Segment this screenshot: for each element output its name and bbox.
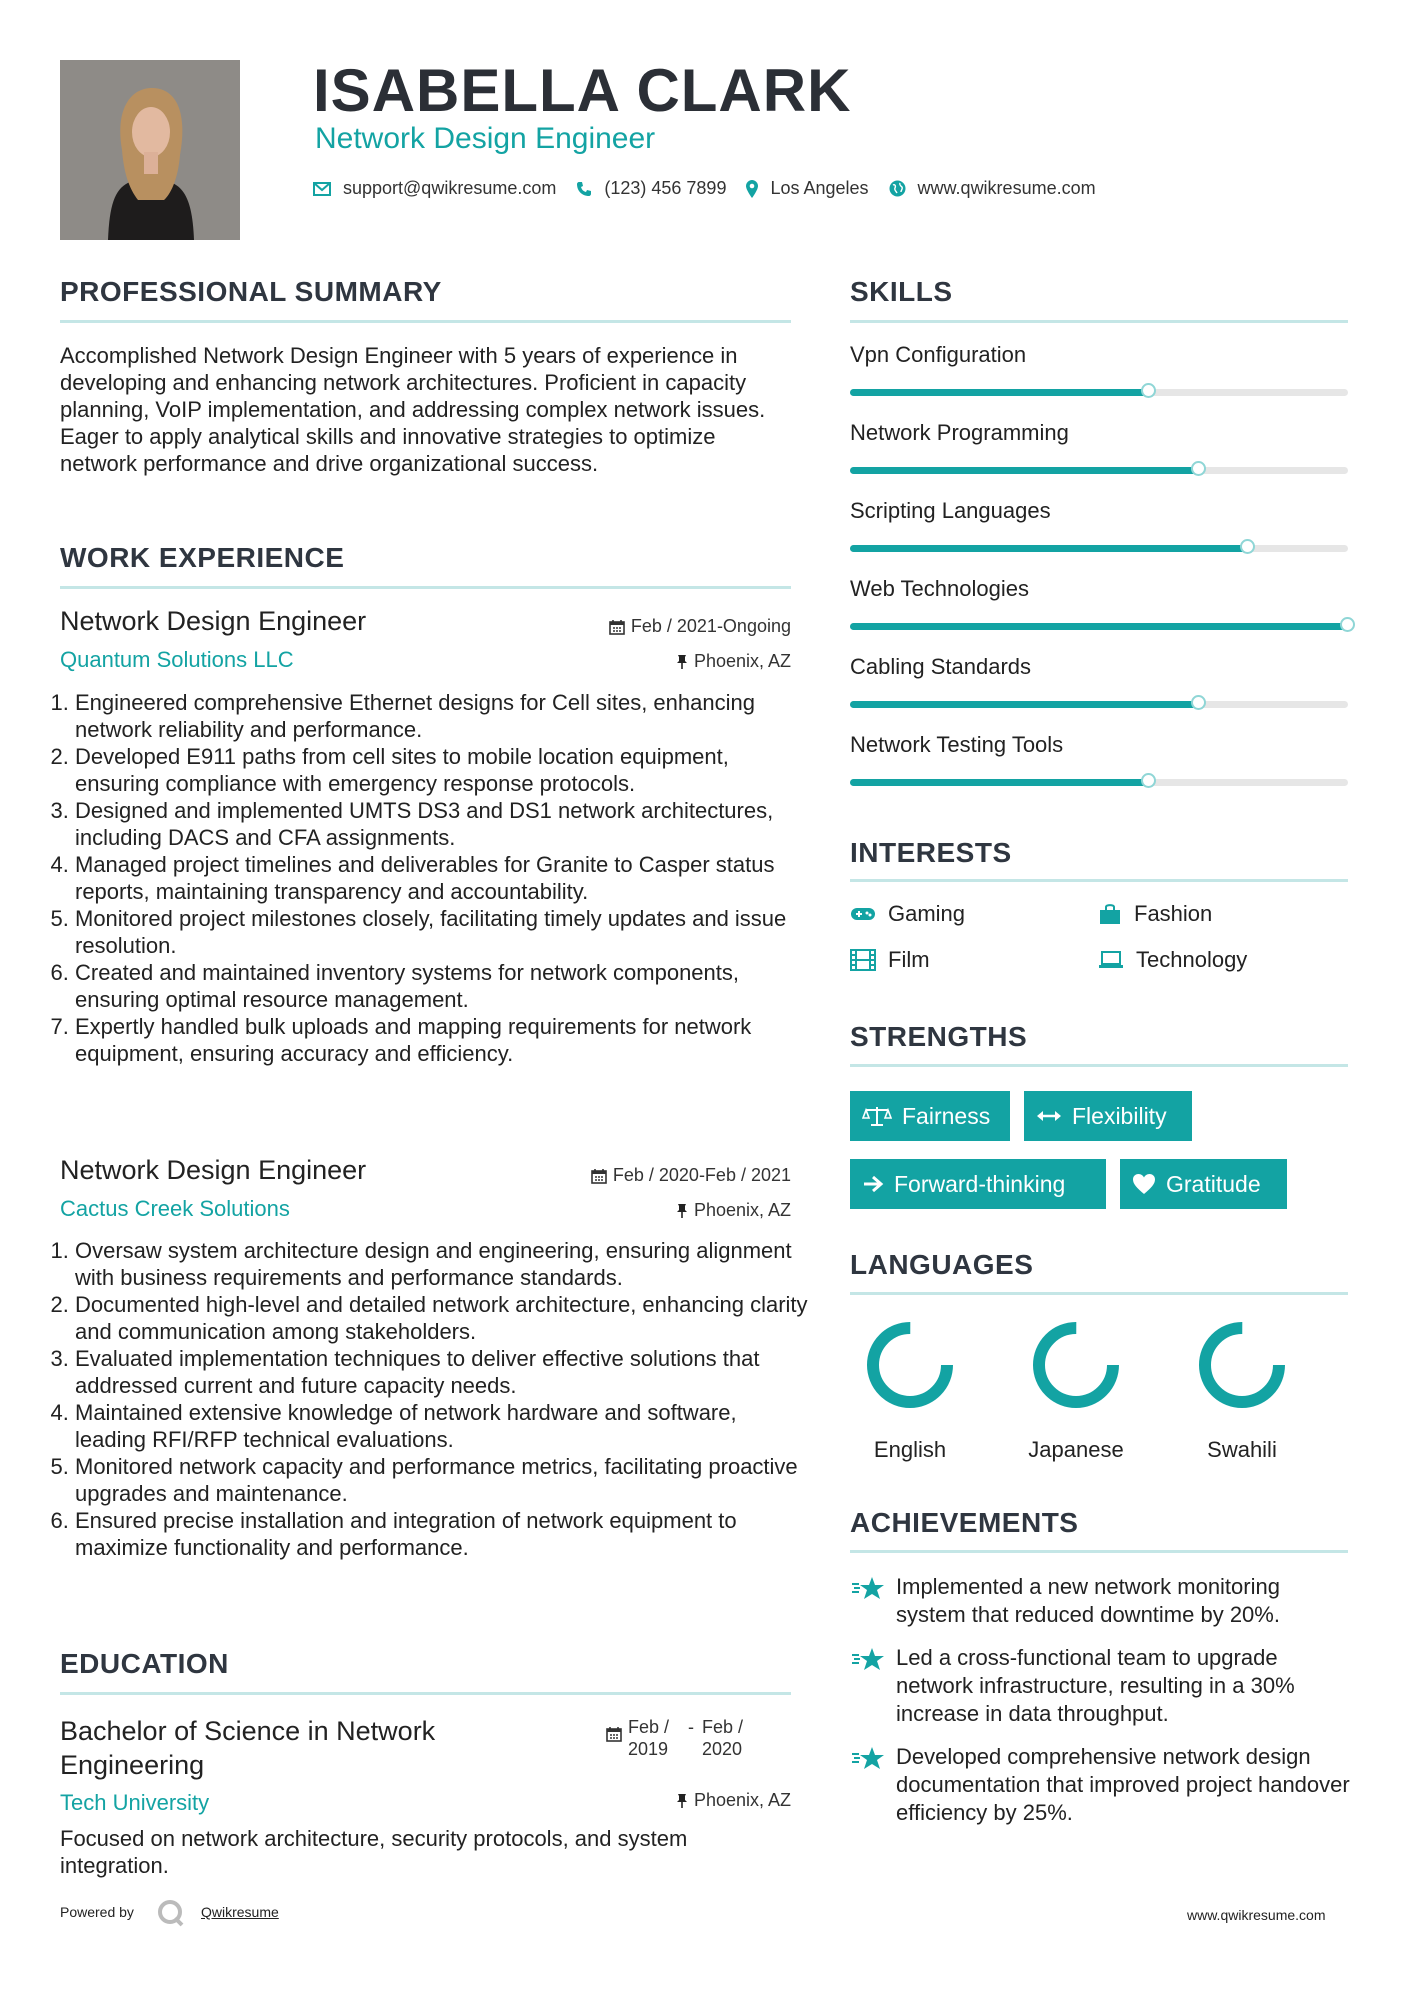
skill-bar-track [850,701,1348,708]
strengths-heading: STRENGTHS [850,1021,1028,1052]
laptop-icon [1098,951,1124,969]
interests-heading: INTERESTS [850,837,1012,868]
education-date-to: Feb / 2020 [702,1717,744,1759]
interest-item [1098,901,1212,927]
website-text: www.qwikresume.com [917,178,1096,198]
list-item: 1. Oversaw system architecture design and engineering, ensuring alignment with business requirements and performance standards. [75,1237,813,1291]
achievements-heading: ACHIEVEMENTS [850,1507,1079,1538]
footer-website[interactable]: www.qwikresume.com [1187,1907,1326,1923]
achievement-text: Developed comprehensive network design documentation that improved project handover efficiency by 25%. [896,1744,1350,1825]
language-label: Japanese [1028,1437,1124,1462]
interests-divider [850,879,1348,882]
strength-label: Flexibility [1072,1102,1167,1129]
education-date-from: Feb / 2019 [628,1717,670,1759]
list-item: 4. Maintained extensive knowledge of network hardware and software, leading RFI/RFP technical evaluations. [75,1399,813,1453]
skill-bar-fill [850,467,1199,474]
skill-label: Network Testing Tools [850,732,1064,757]
job-dates-text: Feb / 2020-Feb / 2021 [612,1165,791,1185]
achievement-item [850,1743,1350,1827]
job-dates [500,616,791,637]
job-bullets [57,689,813,1067]
list-item: 3. Designed and implemented UMTS DS3 and DS1 network architectures, including DACS and CFA assignments. [75,797,813,851]
brand-link[interactable]: Qwikresume [201,1904,279,1920]
interest-label: Fashion [1134,901,1213,926]
strength-chip [850,1091,1010,1141]
languages-divider [850,1292,1348,1295]
interest-label: Gaming [888,901,966,926]
languages-heading: LANGUAGES [850,1249,1034,1280]
map-marker-icon [746,180,758,198]
skill-label: Vpn Configuration [850,342,1027,367]
job-bullets [57,1237,813,1561]
pushpin-icon [676,654,688,670]
achievement-text: Led a cross-functional team to upgrade network infrastructure, resulting in a 30% increase in data throughput. [896,1645,1295,1726]
skill-bar-fill [850,545,1248,552]
skill-label: Cabling Standards [850,654,1032,679]
skill-bar-track [850,623,1348,630]
skill-item [850,498,1348,524]
list-item: 6. Created and maintained inventory systems for network components, ensuring optimal resource management. [75,959,813,1013]
skill-item [850,342,1348,368]
calendar-icon [609,619,625,635]
skill-bar-track [850,545,1348,552]
summary-heading: PROFESSIONAL SUMMARY [60,276,442,307]
film-icon [850,949,876,971]
calendar-icon [606,1726,622,1742]
candidate-title: Network Design Engineer [315,122,656,155]
strength-label: Forward-thinking [894,1170,1066,1197]
summary-text: Accomplished Network Design Engineer with 5 years of experience in developing and enhancing network architectures. Proficient in capacity planning, VoIP implementation, and addressing complex network issues. Eager to apply analytical skills and innovative strategies to optimize network performance and drive organizational success. [60,343,766,476]
language-label: Swahili [1207,1437,1277,1462]
languages-list [845,1315,1345,1475]
phone-icon [576,181,592,197]
arrow-right-icon [862,1174,884,1194]
skills-heading: SKILLS [850,276,953,307]
interest-item [850,901,965,927]
list-item: 6. Ensured precise installation and integration of network equipment to maximize functionality and performance. [75,1507,813,1561]
job-company: Cactus Creek Solutions [60,1196,290,1221]
contact-location [746,178,868,199]
gamepad-icon [850,906,876,922]
skill-bar-fill [850,779,1149,786]
list-item: 2. Documented high-level and detailed network architecture, enhancing clarity and communication among stakeholders. [75,1291,813,1345]
achievement-item [850,1573,1350,1629]
skill-item [850,654,1348,680]
achievements-divider [850,1550,1348,1553]
skill-label: Scripting Languages [850,498,1051,523]
interest-item [850,947,930,973]
skill-item [850,420,1348,446]
skill-bar-knob [1141,383,1156,398]
strength-label: Gratitude [1166,1170,1261,1197]
shopping-bag-icon [1098,903,1122,925]
email-text: support@qwikresume.com [343,178,557,198]
list-item: 1. Engineered comprehensive Ethernet designs for Cell sites, enhancing network reliability and performance. [75,689,813,743]
skill-bar-knob [1141,773,1156,788]
date-separator: - [688,1717,694,1737]
contact-website[interactable] [889,178,1096,199]
skill-bar-knob [1191,461,1206,476]
language-ring [1177,1315,1307,1420]
balance-scale-icon [862,1105,892,1127]
language-item [1011,1315,1141,1463]
skill-bar-knob [1340,617,1355,632]
list-item: 7. Expertly handled bulk uploads and mapping requirements for network equipment, ensuring accuracy and efficiency. [75,1013,813,1067]
job-title: Network Design Engineer [60,606,367,636]
achievement-text: Implemented a new network monitoring system that reduced downtime by 20%. [896,1574,1280,1627]
language-ring [845,1315,975,1420]
arrows-horizontal-icon [1036,1109,1062,1123]
language-ring [1011,1315,1141,1420]
skill-label: Web Technologies [850,576,1029,601]
star-icon [850,1646,886,1674]
job-location [500,651,791,672]
education-divider [60,1692,791,1695]
skill-bar-track [850,779,1348,786]
skill-bar-fill [850,389,1149,396]
skills-divider [850,320,1348,323]
education-dates [606,1716,754,1760]
powered-by-label: Powered by [60,1904,134,1920]
experience-divider [60,586,791,589]
education-heading: EDUCATION [60,1648,229,1679]
phone-text: (123) 456 7899 [604,178,727,198]
skill-label: Network Programming [850,420,1069,445]
job-location [500,1200,791,1221]
skill-bar-track [850,389,1348,396]
skill-item [850,732,1348,758]
list-item: 3. Evaluated implementation techniques to deliver effective solutions that addressed current and future capacity needs. [75,1345,813,1399]
calendar-icon [591,1168,607,1184]
interest-label: Technology [1136,947,1248,972]
skill-bar-fill [850,623,1348,630]
location-text: Los Angeles [770,178,869,198]
skill-bar-track [850,467,1348,474]
pushpin-icon [676,1793,688,1809]
list-item: 4. Managed project timelines and deliverables for Granite to Casper status reports, maintaining transparency and accountability. [75,851,813,905]
candidate-name: ISABELLA CLARK [313,57,852,124]
education-location-text: Phoenix, AZ [693,1790,791,1810]
achievement-item [850,1644,1350,1728]
skill-bar-knob [1191,695,1206,710]
list-item: 5. Monitored project milestones closely, facilitating timely updates and issue resolution. [75,905,813,959]
job-location-text: Phoenix, AZ [693,651,791,671]
list-item: 5. Monitored network capacity and performance metrics, facilitating proactive upgrades and maintenance. [75,1453,813,1507]
strength-label: Fairness [902,1102,991,1129]
contact-bar [313,178,1116,199]
education-location [500,1790,791,1811]
contact-email[interactable] [313,178,556,199]
education-description: Focused on network architecture, security protocols, and system integration. [60,1826,688,1878]
skill-bar-knob [1240,539,1255,554]
contact-phone[interactable] [576,178,726,199]
strength-chip [850,1159,1106,1209]
strengths-divider [850,1064,1348,1067]
skill-bar-fill [850,701,1199,708]
skill-item [850,576,1348,602]
job-title: Network Design Engineer [60,1155,367,1185]
summary-divider [60,320,791,323]
list-item: 2. Developed E911 paths from cell sites to mobile location equipment, ensuring compliance with emergency response protocols. [75,743,813,797]
school-name: Tech University [60,1790,210,1815]
strength-chip [1120,1159,1287,1209]
degree-title: Bachelor of Science in Network Engineering [60,1716,436,1780]
job-company: Quantum Solutions LLC [60,647,294,672]
strength-chip [1024,1091,1192,1141]
profile-photo [60,60,240,240]
achievements-list [850,1573,1350,1827]
job-location-text: Phoenix, AZ [693,1200,791,1220]
globe-icon [889,180,906,197]
star-icon [850,1575,886,1603]
language-item [845,1315,975,1463]
job-dates [500,1165,791,1186]
envelope-icon [313,182,331,196]
language-label: English [873,1437,947,1462]
interest-item [1098,947,1247,973]
language-item [1177,1315,1307,1463]
experience-heading: WORK EXPERIENCE [60,542,345,573]
pushpin-icon [676,1203,688,1219]
interest-label: Film [888,947,930,972]
heart-icon [1132,1173,1156,1195]
job-dates-text: Feb / 2021-Ongoing [630,616,791,636]
star-icon [850,1745,886,1773]
qwikresume-logo-icon [156,1898,186,1928]
